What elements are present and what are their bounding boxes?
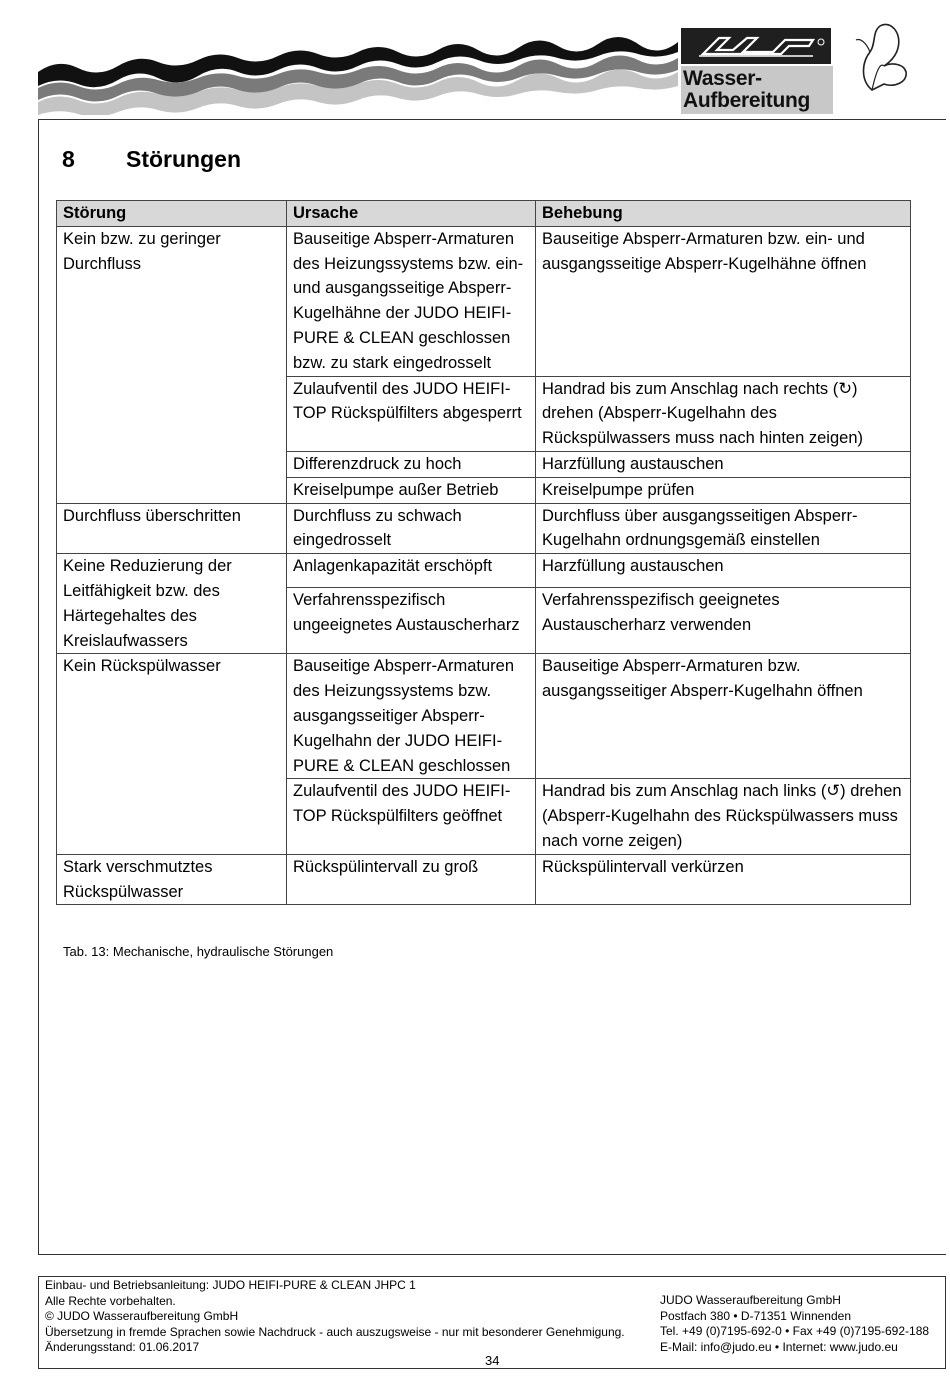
cell-behebung: Handrad bis zum Anschlag nach rechts (↻) drehen (Absperr-Kugelhahn des Rückspülwassers muss nach hinten zeigen) [536, 376, 911, 451]
logo-line-1: Wasser- [683, 67, 762, 90]
cell-ursache: Zulaufventil des JUDO HEIFI-TOP Rückspülfilters abgesperrt [287, 376, 536, 451]
cell-behebung: Rückspülintervall verkürzen [536, 854, 911, 905]
section-number: 8 [62, 146, 75, 172]
page-number: 34 [485, 1353, 500, 1368]
header-stoerung: Störung [57, 201, 287, 227]
footer-address: Postfach 380 • D-71351 Winnenden [660, 1308, 851, 1323]
footer-rights: Alle Rechte vorbehalten. [45, 1293, 176, 1308]
logo-text-block [681, 66, 833, 114]
cell-behebung: Bauseitige Absperr-Armaturen bzw. ausgangsseitiger Absperr-Kugelhahn öffnen [536, 654, 911, 779]
page-footer [38, 1276, 946, 1369]
cell-behebung: Kreiselpumpe prüfen [536, 477, 911, 503]
table-row [57, 854, 911, 905]
header-behebung: Behebung [536, 201, 911, 227]
cell-behebung: Bauseitige Absperr-Armaturen bzw. ein- und ausgangsseitige Absperr-Kugelhähne öffnen [536, 226, 911, 376]
judo-wordmark-icon [681, 28, 831, 64]
header-ursache: Ursache [287, 201, 536, 227]
header-wave-decoration [38, 30, 678, 115]
footer-translation-note: Übersetzung in fremde Sprachen sowie Nachdruck - auch auszugsweise - nur mit besonderer Genehmigung. [45, 1324, 625, 1339]
cell-ursache: Bauseitige Absperr-Armaturen des Heizungssystems bzw. ausgangsseitiger Absperr-Kugelhahn der JUDO HEIFI-PURE & CLEAN geschlossen [287, 654, 536, 779]
cell-ursache: Rückspülintervall zu groß [287, 854, 536, 905]
cell-stoerung: Kein Rückspülwasser [57, 654, 287, 854]
table-header-row [57, 201, 911, 227]
footer-manual-title: Einbau- und Betriebsanleitung: JUDO HEIFI-PURE & CLEAN JHPC 1 [45, 1278, 416, 1292]
table-caption: Tab. 13: Mechanische, hydraulische Störungen [63, 944, 334, 959]
table-row [57, 554, 911, 588]
logo-line-2: Aufbereitung [683, 89, 811, 112]
cell-stoerung: Stark verschmutztes Rückspülwasser [57, 854, 287, 905]
footer-revision-date: Änderungsstand: 01.06.2017 [45, 1340, 200, 1354]
cell-stoerung: Keine Reduzierung der Leitfähigkeit bzw. des Härtegehaltes des Kreislaufwassers [57, 554, 287, 654]
table-row [57, 226, 911, 376]
footer-left-block [45, 1278, 625, 1356]
cell-ursache: Kreiselpumpe außer Betrieb [287, 477, 536, 503]
cell-ursache: Differenzdruck zu hoch [287, 451, 536, 477]
cell-behebung: Handrad bis zum Anschlag nach links (↺) drehen (Absperr-Kugelhahn des Rückspülwassers muss nach vorne zeigen) [536, 779, 911, 854]
footer-right-block [660, 1293, 929, 1355]
footer-phone: Tel. +49 (0)7195-692-0 • Fax +49 (0)7195-692-188 [660, 1324, 930, 1338]
cell-ursache: Bauseitige Absperr-Armaturen des Heizungssystems bzw. ein- und ausgangsseitige Absperr-Kugelhähne der JUDO HEIFI-PURE & CLEAN geschlossen bzw. zu stark eingedrosselt [287, 226, 536, 376]
fault-table [56, 200, 911, 905]
table-row [57, 654, 911, 779]
cell-ursache: Zulaufventil des JUDO HEIFI-TOP Rückspülfilters geöffnet [287, 779, 536, 854]
cell-ursache: Durchfluss zu schwach eingedrosselt [287, 503, 536, 554]
footer-company: JUDO Wasseraufbereitung GmbH [660, 1293, 841, 1307]
table-row [57, 503, 911, 554]
cell-ursache: Anlagenkapazität erschöpft [287, 554, 536, 588]
judo-logo [681, 28, 833, 114]
cell-stoerung: Durchfluss überschritten [57, 503, 287, 554]
cell-stoerung: Kein bzw. zu geringer Durchfluss [57, 226, 287, 503]
cell-behebung: Verfahrensspezifisch geeignetes Austauscherharz verwenden [536, 587, 911, 653]
cell-behebung: Harzfüllung austauschen [536, 451, 911, 477]
footer-copyright: © JUDO Wasseraufbereitung GmbH [45, 1309, 239, 1323]
cell-behebung: Durchfluss über ausgangsseitigen Absperr-Kugelhahn ordnungsgemäß einstellen [536, 503, 911, 554]
cell-ursache: Verfahrensspezifisch ungeeignetes Austauscherharz [287, 587, 536, 653]
butterfly-icon [850, 22, 910, 92]
section-title: Störungen [126, 146, 241, 172]
footer-contact-web: E-Mail: info@judo.eu • Internet: www.judo.eu [660, 1339, 898, 1354]
cell-behebung: Harzfüllung austauschen [536, 554, 911, 588]
